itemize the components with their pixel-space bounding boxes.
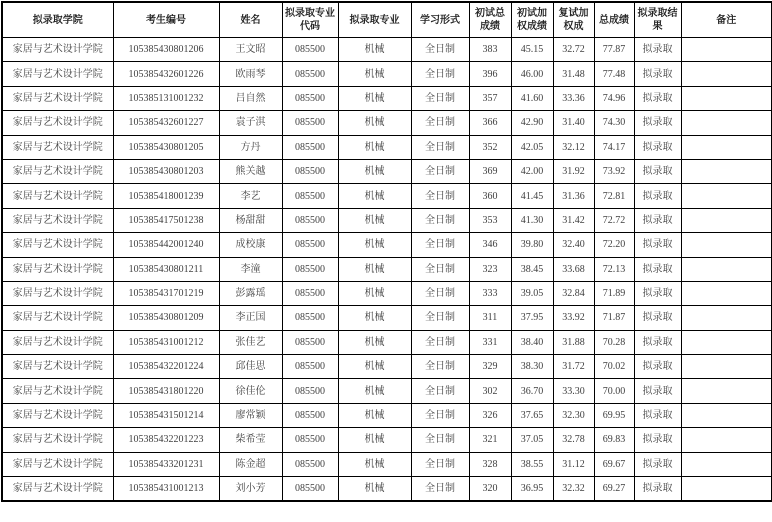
- cell-initial-weighted: 41.45: [511, 184, 553, 208]
- cell-total-score: 72.20: [594, 233, 634, 257]
- cell-college: 家居与艺术设计学院: [2, 330, 113, 354]
- cell-candidate-no: 105385432601227: [113, 111, 219, 135]
- cell-name: 李艺: [219, 184, 282, 208]
- cell-remarks: [681, 330, 772, 354]
- cell-retest-weighted: 31.72: [553, 355, 594, 379]
- cell-major: 机械: [338, 428, 411, 452]
- cell-candidate-no: 105385442001240: [113, 233, 219, 257]
- cell-major-code: 085500: [282, 233, 338, 257]
- cell-major: 机械: [338, 135, 411, 159]
- cell-total-score: 77.48: [594, 62, 634, 86]
- cell-total-score: 69.67: [594, 452, 634, 476]
- cell-remarks: [681, 135, 772, 159]
- cell-study-form: 全日制: [411, 281, 469, 305]
- cell-college: 家居与艺术设计学院: [2, 477, 113, 502]
- cell-initial-weighted: 36.70: [511, 379, 553, 403]
- table-row: [2, 330, 772, 354]
- cell-result: 拟录取: [634, 306, 681, 330]
- cell-college: 家居与艺术设计学院: [2, 403, 113, 427]
- cell-retest-weighted: 32.12: [553, 135, 594, 159]
- cell-remarks: [681, 379, 772, 403]
- cell-retest-weighted: 31.42: [553, 208, 594, 232]
- cell-retest-weighted: 31.40: [553, 111, 594, 135]
- column-header-retest-weighted: 复试加权成: [553, 2, 594, 38]
- cell-candidate-no: 105385431801220: [113, 379, 219, 403]
- cell-candidate-no: 105385431001213: [113, 477, 219, 502]
- cell-result: 拟录取: [634, 208, 681, 232]
- cell-initial-total: 323: [469, 257, 511, 281]
- cell-study-form: 全日制: [411, 159, 469, 183]
- cell-study-form: 全日制: [411, 403, 469, 427]
- cell-college: 家居与艺术设计学院: [2, 355, 113, 379]
- cell-total-score: 70.02: [594, 355, 634, 379]
- cell-retest-weighted: 32.72: [553, 38, 594, 62]
- cell-major-code: 085500: [282, 111, 338, 135]
- cell-result: 拟录取: [634, 477, 681, 502]
- cell-major-code: 085500: [282, 452, 338, 476]
- cell-result: 拟录取: [634, 38, 681, 62]
- cell-total-score: 70.00: [594, 379, 634, 403]
- table-row: [2, 403, 772, 427]
- table-row: [2, 86, 772, 110]
- cell-major-code: 085500: [282, 330, 338, 354]
- cell-initial-total: 366: [469, 111, 511, 135]
- cell-major: 机械: [338, 208, 411, 232]
- cell-initial-weighted: 45.15: [511, 38, 553, 62]
- cell-retest-weighted: 32.78: [553, 428, 594, 452]
- table-row: [2, 159, 772, 183]
- cell-total-score: 69.27: [594, 477, 634, 502]
- cell-candidate-no: 105385432601226: [113, 62, 219, 86]
- cell-name: 成校康: [219, 233, 282, 257]
- cell-name: 方丹: [219, 135, 282, 159]
- cell-retest-weighted: 33.68: [553, 257, 594, 281]
- cell-candidate-no: 105385431001212: [113, 330, 219, 354]
- cell-candidate-no: 105385430801205: [113, 135, 219, 159]
- cell-remarks: [681, 306, 772, 330]
- table-row: [2, 379, 772, 403]
- cell-initial-total: 352: [469, 135, 511, 159]
- cell-name: 杨甜甜: [219, 208, 282, 232]
- cell-major: 机械: [338, 111, 411, 135]
- cell-total-score: 77.87: [594, 38, 634, 62]
- table-row: [2, 281, 772, 305]
- cell-initial-weighted: 39.05: [511, 281, 553, 305]
- cell-major: 机械: [338, 403, 411, 427]
- cell-result: 拟录取: [634, 159, 681, 183]
- cell-result: 拟录取: [634, 62, 681, 86]
- table-row: [2, 135, 772, 159]
- cell-remarks: [681, 111, 772, 135]
- cell-initial-total: 353: [469, 208, 511, 232]
- cell-candidate-no: 105385131001232: [113, 86, 219, 110]
- cell-major: 机械: [338, 159, 411, 183]
- cell-result: 拟录取: [634, 330, 681, 354]
- column-header-initial-weighted: 初试加权成绩: [511, 2, 553, 38]
- column-header-result: 拟录取结果: [634, 2, 681, 38]
- cell-result: 拟录取: [634, 355, 681, 379]
- cell-study-form: 全日制: [411, 62, 469, 86]
- cell-remarks: [681, 159, 772, 183]
- table-row: [2, 257, 772, 281]
- cell-remarks: [681, 86, 772, 110]
- cell-initial-total: 396: [469, 62, 511, 86]
- cell-initial-weighted: 42.05: [511, 135, 553, 159]
- cell-initial-weighted: 38.30: [511, 355, 553, 379]
- cell-total-score: 73.92: [594, 159, 634, 183]
- cell-study-form: 全日制: [411, 86, 469, 110]
- cell-retest-weighted: 33.92: [553, 306, 594, 330]
- cell-college: 家居与艺术设计学院: [2, 184, 113, 208]
- cell-name: 柴希莹: [219, 428, 282, 452]
- cell-remarks: [681, 452, 772, 476]
- cell-initial-total: 321: [469, 428, 511, 452]
- cell-name: 廖常颖: [219, 403, 282, 427]
- cell-major: 机械: [338, 281, 411, 305]
- table-row: [2, 477, 772, 502]
- cell-retest-weighted: 31.48: [553, 62, 594, 86]
- cell-retest-weighted: 32.84: [553, 281, 594, 305]
- cell-total-score: 69.95: [594, 403, 634, 427]
- cell-initial-total: 328: [469, 452, 511, 476]
- cell-college: 家居与艺术设计学院: [2, 379, 113, 403]
- table-row: [2, 184, 772, 208]
- cell-candidate-no: 105385417501238: [113, 208, 219, 232]
- cell-major: 机械: [338, 452, 411, 476]
- cell-retest-weighted: 31.36: [553, 184, 594, 208]
- table-row: [2, 208, 772, 232]
- cell-name: 刘小芳: [219, 477, 282, 502]
- column-header-study-form: 学习形式: [411, 2, 469, 38]
- column-header-major: 拟录取专业: [338, 2, 411, 38]
- cell-result: 拟录取: [634, 184, 681, 208]
- cell-name: 欧雨琴: [219, 62, 282, 86]
- cell-remarks: [681, 62, 772, 86]
- cell-study-form: 全日制: [411, 428, 469, 452]
- cell-college: 家居与艺术设计学院: [2, 233, 113, 257]
- cell-remarks: [681, 281, 772, 305]
- table-row: [2, 306, 772, 330]
- cell-initial-total: 383: [469, 38, 511, 62]
- cell-major-code: 085500: [282, 257, 338, 281]
- cell-college: 家居与艺术设计学院: [2, 428, 113, 452]
- cell-initial-weighted: 39.80: [511, 233, 553, 257]
- cell-name: 袁子淇: [219, 111, 282, 135]
- cell-candidate-no: 105385431501214: [113, 403, 219, 427]
- cell-initial-total: 357: [469, 86, 511, 110]
- cell-total-score: 71.89: [594, 281, 634, 305]
- table-row: [2, 452, 772, 476]
- cell-major-code: 085500: [282, 86, 338, 110]
- cell-candidate-no: 105385430801209: [113, 306, 219, 330]
- cell-name: 彭露瑶: [219, 281, 282, 305]
- table-row: [2, 111, 772, 135]
- cell-initial-total: 311: [469, 306, 511, 330]
- cell-major-code: 085500: [282, 306, 338, 330]
- cell-initial-total: 329: [469, 355, 511, 379]
- cell-initial-weighted: 36.95: [511, 477, 553, 502]
- cell-college: 家居与艺术设计学院: [2, 452, 113, 476]
- cell-total-score: 70.28: [594, 330, 634, 354]
- cell-major-code: 085500: [282, 135, 338, 159]
- cell-name: 李潼: [219, 257, 282, 281]
- cell-name: 李正国: [219, 306, 282, 330]
- cell-result: 拟录取: [634, 428, 681, 452]
- cell-study-form: 全日制: [411, 233, 469, 257]
- cell-study-form: 全日制: [411, 477, 469, 502]
- cell-result: 拟录取: [634, 281, 681, 305]
- cell-major: 机械: [338, 62, 411, 86]
- column-header-college: 拟录取学院: [2, 2, 113, 38]
- cell-result: 拟录取: [634, 452, 681, 476]
- column-header-remarks: 备注: [681, 2, 772, 38]
- cell-name: 吕自然: [219, 86, 282, 110]
- cell-total-score: 74.17: [594, 135, 634, 159]
- cell-study-form: 全日制: [411, 355, 469, 379]
- admission-results-table: [1, 1, 772, 502]
- cell-candidate-no: 105385430801211: [113, 257, 219, 281]
- table-body: [2, 38, 772, 502]
- cell-initial-weighted: 41.30: [511, 208, 553, 232]
- cell-initial-total: 320: [469, 477, 511, 502]
- cell-study-form: 全日制: [411, 208, 469, 232]
- cell-major: 机械: [338, 86, 411, 110]
- cell-major-code: 085500: [282, 184, 338, 208]
- cell-major-code: 085500: [282, 159, 338, 183]
- cell-college: 家居与艺术设计学院: [2, 86, 113, 110]
- cell-major: 机械: [338, 330, 411, 354]
- cell-study-form: 全日制: [411, 257, 469, 281]
- cell-remarks: [681, 257, 772, 281]
- cell-retest-weighted: 32.40: [553, 233, 594, 257]
- cell-retest-weighted: 32.30: [553, 403, 594, 427]
- column-header-total-score: 总成绩: [594, 2, 634, 38]
- cell-college: 家居与艺术设计学院: [2, 159, 113, 183]
- cell-major-code: 085500: [282, 379, 338, 403]
- cell-college: 家居与艺术设计学院: [2, 111, 113, 135]
- cell-college: 家居与艺术设计学院: [2, 208, 113, 232]
- cell-initial-total: 302: [469, 379, 511, 403]
- cell-result: 拟录取: [634, 233, 681, 257]
- cell-study-form: 全日制: [411, 452, 469, 476]
- cell-initial-weighted: 38.45: [511, 257, 553, 281]
- header-row: [2, 2, 772, 38]
- cell-initial-total: 360: [469, 184, 511, 208]
- cell-college: 家居与艺术设计学院: [2, 38, 113, 62]
- cell-remarks: [681, 233, 772, 257]
- cell-remarks: [681, 403, 772, 427]
- cell-retest-weighted: 33.30: [553, 379, 594, 403]
- cell-candidate-no: 105385433201231: [113, 452, 219, 476]
- cell-major: 机械: [338, 477, 411, 502]
- cell-major-code: 085500: [282, 428, 338, 452]
- cell-initial-total: 369: [469, 159, 511, 183]
- cell-result: 拟录取: [634, 379, 681, 403]
- column-header-name: 姓名: [219, 2, 282, 38]
- cell-result: 拟录取: [634, 111, 681, 135]
- cell-result: 拟录取: [634, 86, 681, 110]
- cell-major: 机械: [338, 257, 411, 281]
- cell-initial-total: 326: [469, 403, 511, 427]
- cell-major: 机械: [338, 233, 411, 257]
- column-header-candidate-no: 考生编号: [113, 2, 219, 38]
- cell-college: 家居与艺术设计学院: [2, 135, 113, 159]
- cell-initial-total: 331: [469, 330, 511, 354]
- cell-name: 熊关越: [219, 159, 282, 183]
- cell-total-score: 74.96: [594, 86, 634, 110]
- table-row: [2, 62, 772, 86]
- cell-total-score: 72.81: [594, 184, 634, 208]
- cell-initial-weighted: 37.65: [511, 403, 553, 427]
- cell-candidate-no: 105385432201223: [113, 428, 219, 452]
- cell-study-form: 全日制: [411, 330, 469, 354]
- cell-major: 机械: [338, 355, 411, 379]
- cell-initial-weighted: 42.00: [511, 159, 553, 183]
- cell-result: 拟录取: [634, 403, 681, 427]
- table-row: [2, 428, 772, 452]
- cell-major: 机械: [338, 306, 411, 330]
- cell-retest-weighted: 31.88: [553, 330, 594, 354]
- cell-name: 张佳艺: [219, 330, 282, 354]
- cell-initial-weighted: 37.05: [511, 428, 553, 452]
- cell-college: 家居与艺术设计学院: [2, 306, 113, 330]
- cell-initial-weighted: 41.60: [511, 86, 553, 110]
- column-header-initial-total: 初试总成绩: [469, 2, 511, 38]
- cell-major-code: 085500: [282, 403, 338, 427]
- cell-name: 徐佳伦: [219, 379, 282, 403]
- cell-retest-weighted: 33.36: [553, 86, 594, 110]
- cell-name: 王文昭: [219, 38, 282, 62]
- cell-total-score: 74.30: [594, 111, 634, 135]
- cell-major-code: 085500: [282, 355, 338, 379]
- table-row: [2, 233, 772, 257]
- cell-remarks: [681, 428, 772, 452]
- cell-remarks: [681, 477, 772, 502]
- cell-major-code: 085500: [282, 281, 338, 305]
- cell-major: 机械: [338, 184, 411, 208]
- cell-study-form: 全日制: [411, 379, 469, 403]
- cell-total-score: 72.13: [594, 257, 634, 281]
- cell-remarks: [681, 355, 772, 379]
- cell-initial-weighted: 38.55: [511, 452, 553, 476]
- cell-total-score: 71.87: [594, 306, 634, 330]
- cell-candidate-no: 105385431701219: [113, 281, 219, 305]
- cell-initial-total: 333: [469, 281, 511, 305]
- cell-total-score: 69.83: [594, 428, 634, 452]
- cell-study-form: 全日制: [411, 135, 469, 159]
- column-header-major-code: 拟录取专业代码: [282, 2, 338, 38]
- cell-college: 家居与艺术设计学院: [2, 62, 113, 86]
- cell-remarks: [681, 38, 772, 62]
- cell-college: 家居与艺术设计学院: [2, 281, 113, 305]
- cell-remarks: [681, 208, 772, 232]
- cell-major-code: 085500: [282, 62, 338, 86]
- cell-initial-weighted: 46.00: [511, 62, 553, 86]
- table-row: [2, 355, 772, 379]
- cell-name: 邱佳思: [219, 355, 282, 379]
- cell-major-code: 085500: [282, 38, 338, 62]
- cell-result: 拟录取: [634, 257, 681, 281]
- cell-initial-weighted: 37.95: [511, 306, 553, 330]
- cell-result: 拟录取: [634, 135, 681, 159]
- cell-candidate-no: 105385430801203: [113, 159, 219, 183]
- cell-study-form: 全日制: [411, 38, 469, 62]
- cell-college: 家居与艺术设计学院: [2, 257, 113, 281]
- cell-major: 机械: [338, 38, 411, 62]
- cell-retest-weighted: 32.32: [553, 477, 594, 502]
- cell-study-form: 全日制: [411, 184, 469, 208]
- cell-study-form: 全日制: [411, 306, 469, 330]
- cell-name: 陈金超: [219, 452, 282, 476]
- cell-initial-weighted: 42.90: [511, 111, 553, 135]
- cell-major: 机械: [338, 379, 411, 403]
- cell-initial-weighted: 38.40: [511, 330, 553, 354]
- cell-retest-weighted: 31.92: [553, 159, 594, 183]
- cell-candidate-no: 105385432201224: [113, 355, 219, 379]
- table-row: [2, 38, 772, 62]
- cell-total-score: 72.72: [594, 208, 634, 232]
- cell-initial-total: 346: [469, 233, 511, 257]
- cell-major-code: 085500: [282, 477, 338, 502]
- cell-candidate-no: 105385430801206: [113, 38, 219, 62]
- cell-retest-weighted: 31.12: [553, 452, 594, 476]
- cell-study-form: 全日制: [411, 111, 469, 135]
- cell-remarks: [681, 184, 772, 208]
- cell-candidate-no: 105385418001239: [113, 184, 219, 208]
- cell-major-code: 085500: [282, 208, 338, 232]
